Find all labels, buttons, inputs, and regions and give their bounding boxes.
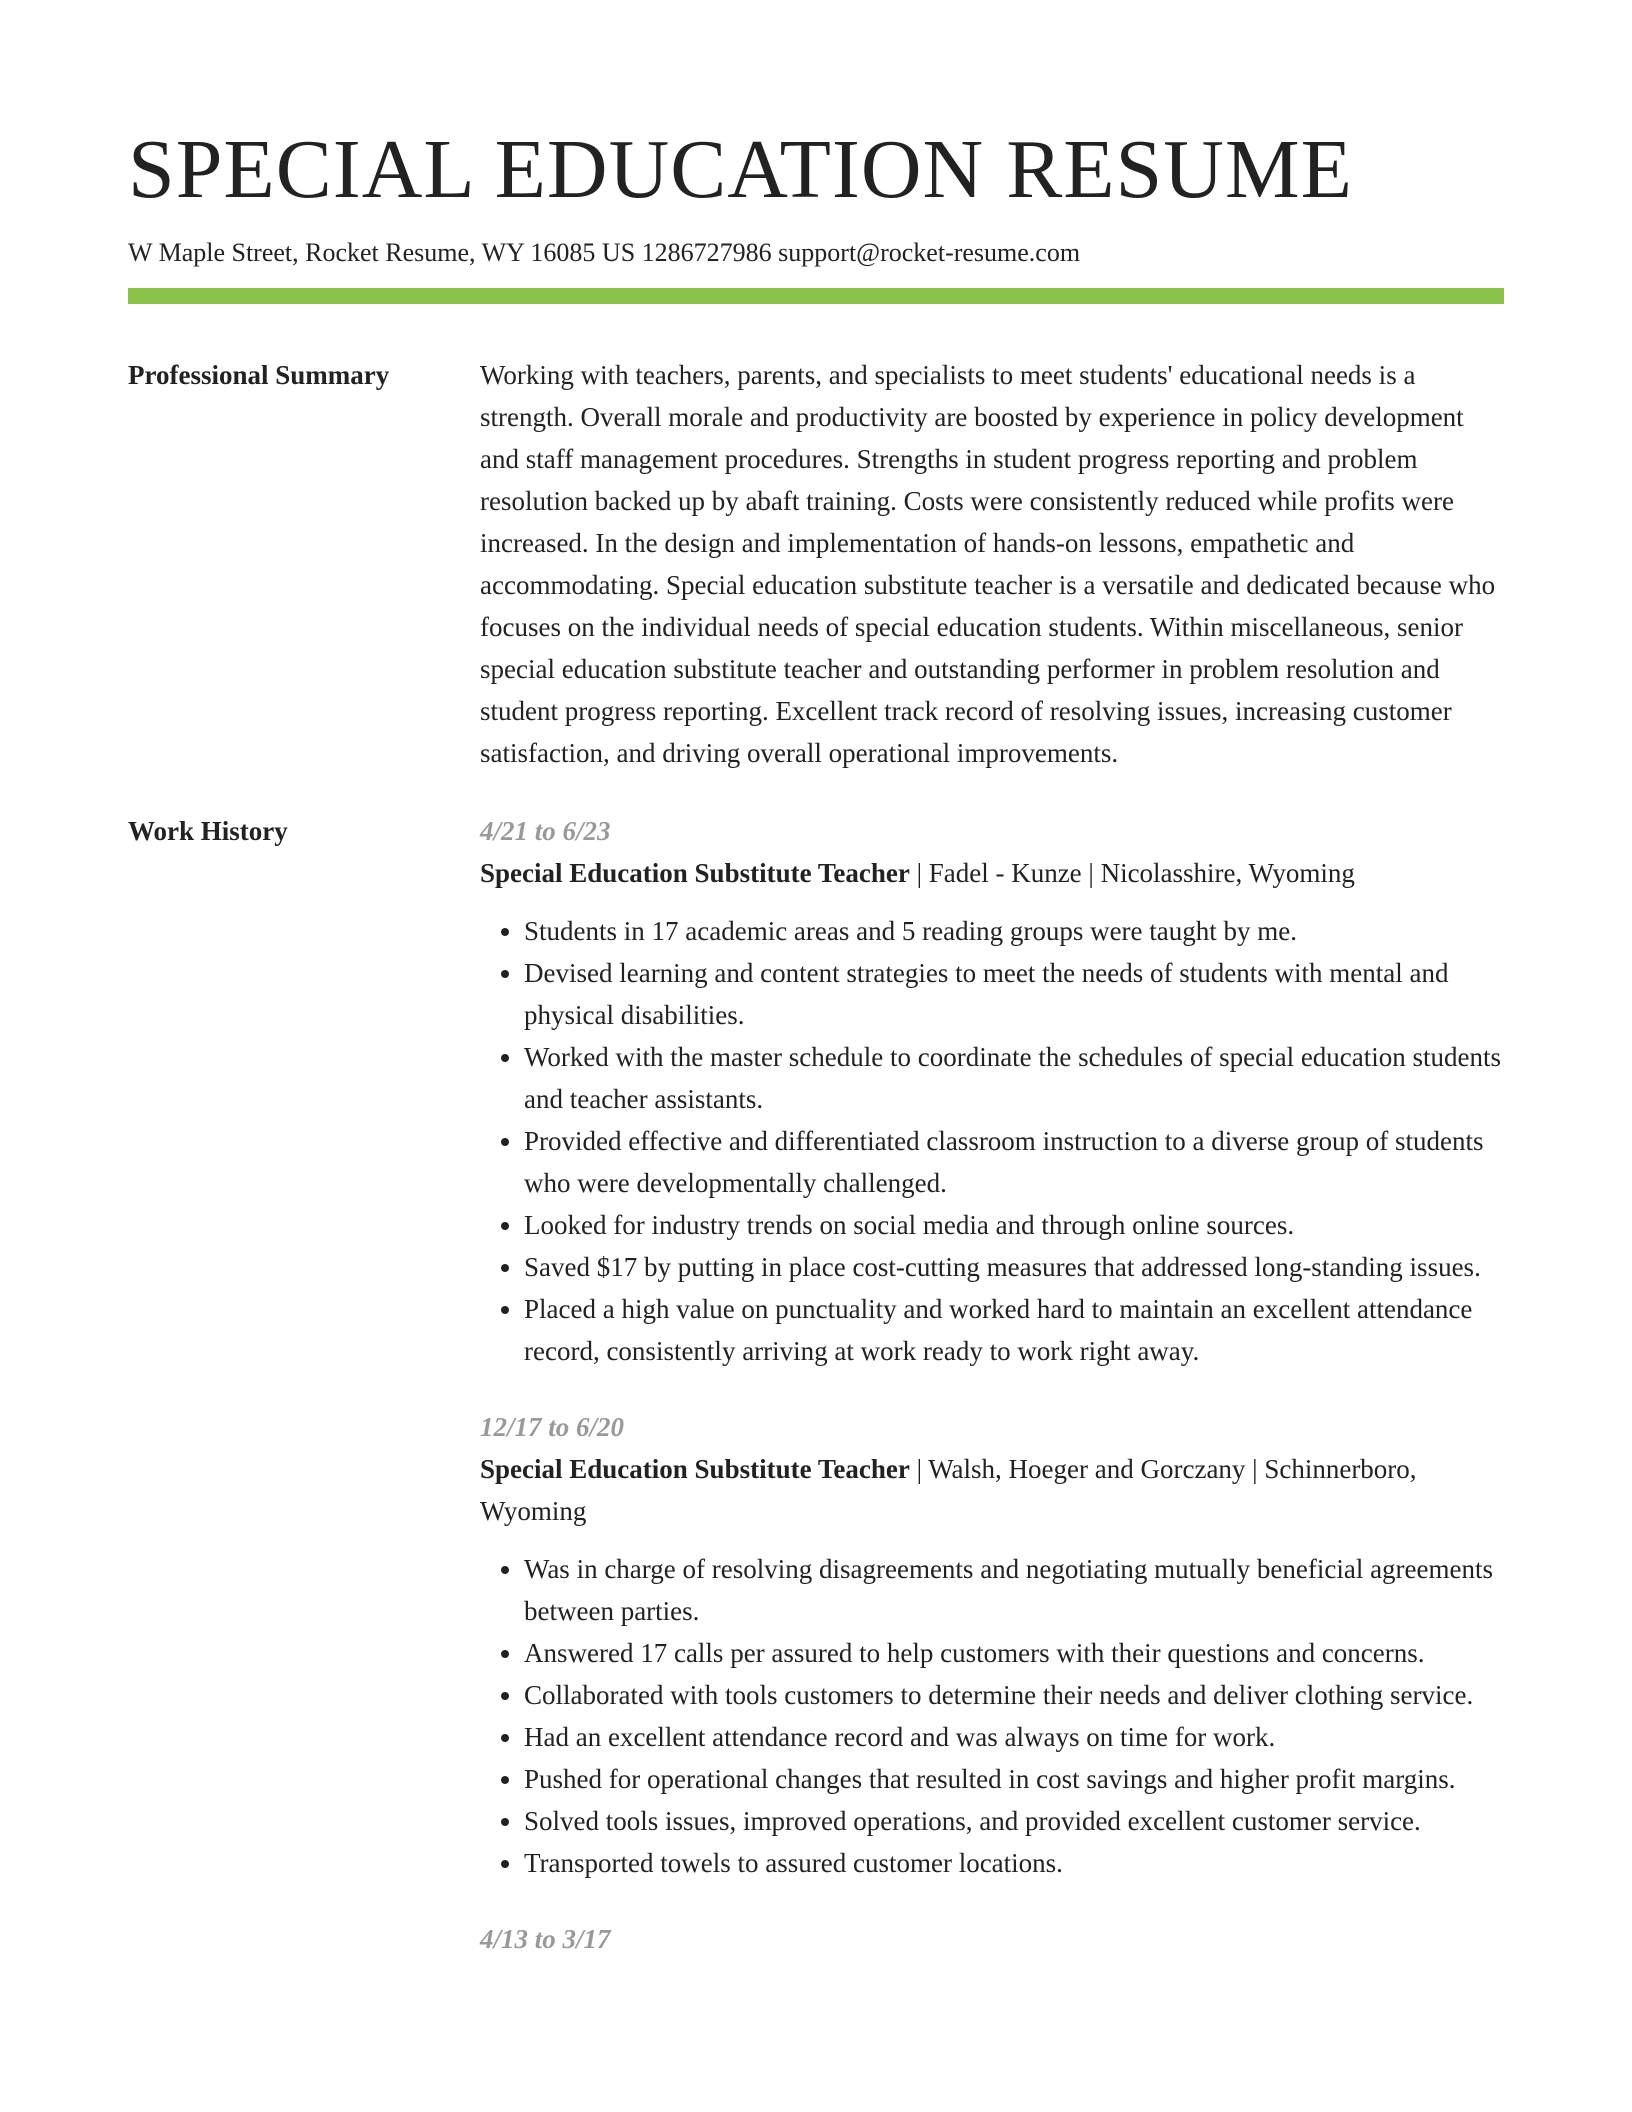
job-entry [480, 1918, 1504, 1960]
job-bullet: • Devised learning and content strategies to meet the needs of students with mental and physical disabilities. [524, 952, 1504, 1036]
job-details: | Walsh, Hoeger and Gorczany | Schinnerboro, Wyoming [480, 1454, 1417, 1526]
job-bullet: • Had an excellent attendance record and was always on time for work. [524, 1716, 1504, 1758]
work-history-body [480, 810, 1504, 1994]
professional-summary-section [128, 354, 1504, 774]
job-dates: 4/21 to 6/23 [480, 816, 611, 846]
job-dates: 4/13 to 3/17 [480, 1924, 611, 1954]
job-bullet: • Saved $17 by putting in place cost-cutting measures that addressed long-standing issues. [524, 1246, 1504, 1288]
job-heading [480, 1448, 1504, 1532]
section-label-professional-summary: Professional Summary [128, 360, 390, 390]
job-details: | Fadel - Kunze | Nicolasshire, Wyoming [909, 858, 1355, 888]
job-bullet: • Provided effective and differentiated classroom instruction to a diverse group of students who were developmentally challenged. [524, 1120, 1504, 1204]
job-bullet: • Collaborated with tools customers to determine their needs and deliver clothing service. [524, 1674, 1504, 1716]
job-bullet: • Was in charge of resolving disagreements and negotiating mutually beneficial agreements between parties. [524, 1548, 1504, 1632]
resume-title: SPECIAL EDUCATION RESUME [128, 123, 1353, 216]
accent-divider [128, 288, 1504, 304]
job-title: Special Education Substitute Teacher [480, 1454, 910, 1484]
job-entry [480, 810, 1504, 1372]
resume-page [128, 116, 1504, 1994]
job-bullet: • Answered 17 calls per assured to help customers with their questions and concerns. [524, 1632, 1504, 1674]
contact-line: W Maple Street, Rocket Resume, WY 16085 US 1286727986 support@rocket-resume.com [128, 238, 1081, 267]
job-dates: 12/17 to 6/20 [480, 1412, 625, 1442]
job-heading [480, 852, 1504, 894]
job-entry [480, 1406, 1504, 1884]
job-bullet: • Transported towels to assured customer locations. [524, 1842, 1504, 1884]
job-bullet: • Worked with the master schedule to coordinate the schedules of special education students and teacher assistants. [524, 1036, 1504, 1120]
job-bullets [480, 910, 1504, 1372]
section-label-work-history: Work History [128, 816, 288, 846]
job-bullet: • Looked for industry trends on social media and through online sources. [524, 1204, 1504, 1246]
job-bullet: • Students in 17 academic areas and 5 reading groups were taught by me. [524, 910, 1504, 952]
summary-paragraph: Working with teachers, parents, and specialists to meet students' educational needs is a strength. Overall morale and productivity are boosted by experience in policy development and staff management procedures. Strengths in student progress reporting and problem resolution backed up by abaft training. Costs were consistently reduced while profits were increased. In the design and implementation of hands-on lessons, empathetic and accommodating. Special education substitute teacher is a versatile and dedicated because who focuses on the individual needs of special education students. Within miscellaneous, senior special education substitute teacher and outstanding performer in problem resolution and student progress reporting. Excellent track record of resolving issues, increasing customer satisfaction, and driving overall operational improvements. [480, 360, 1496, 768]
job-bullet: • Pushed for operational changes that resulted in cost savings and higher profit margins. [524, 1758, 1504, 1800]
work-history-section [128, 810, 1504, 1994]
job-bullets [480, 1548, 1504, 1884]
job-bullet: • Placed a high value on punctuality and worked hard to maintain an excellent attendance record, consistently arriving at work ready to work right away. [524, 1288, 1504, 1372]
professional-summary-body [480, 354, 1504, 774]
job-bullet: • Solved tools issues, improved operations, and provided excellent customer service. [524, 1800, 1504, 1842]
job-title: Special Education Substitute Teacher [480, 858, 910, 888]
